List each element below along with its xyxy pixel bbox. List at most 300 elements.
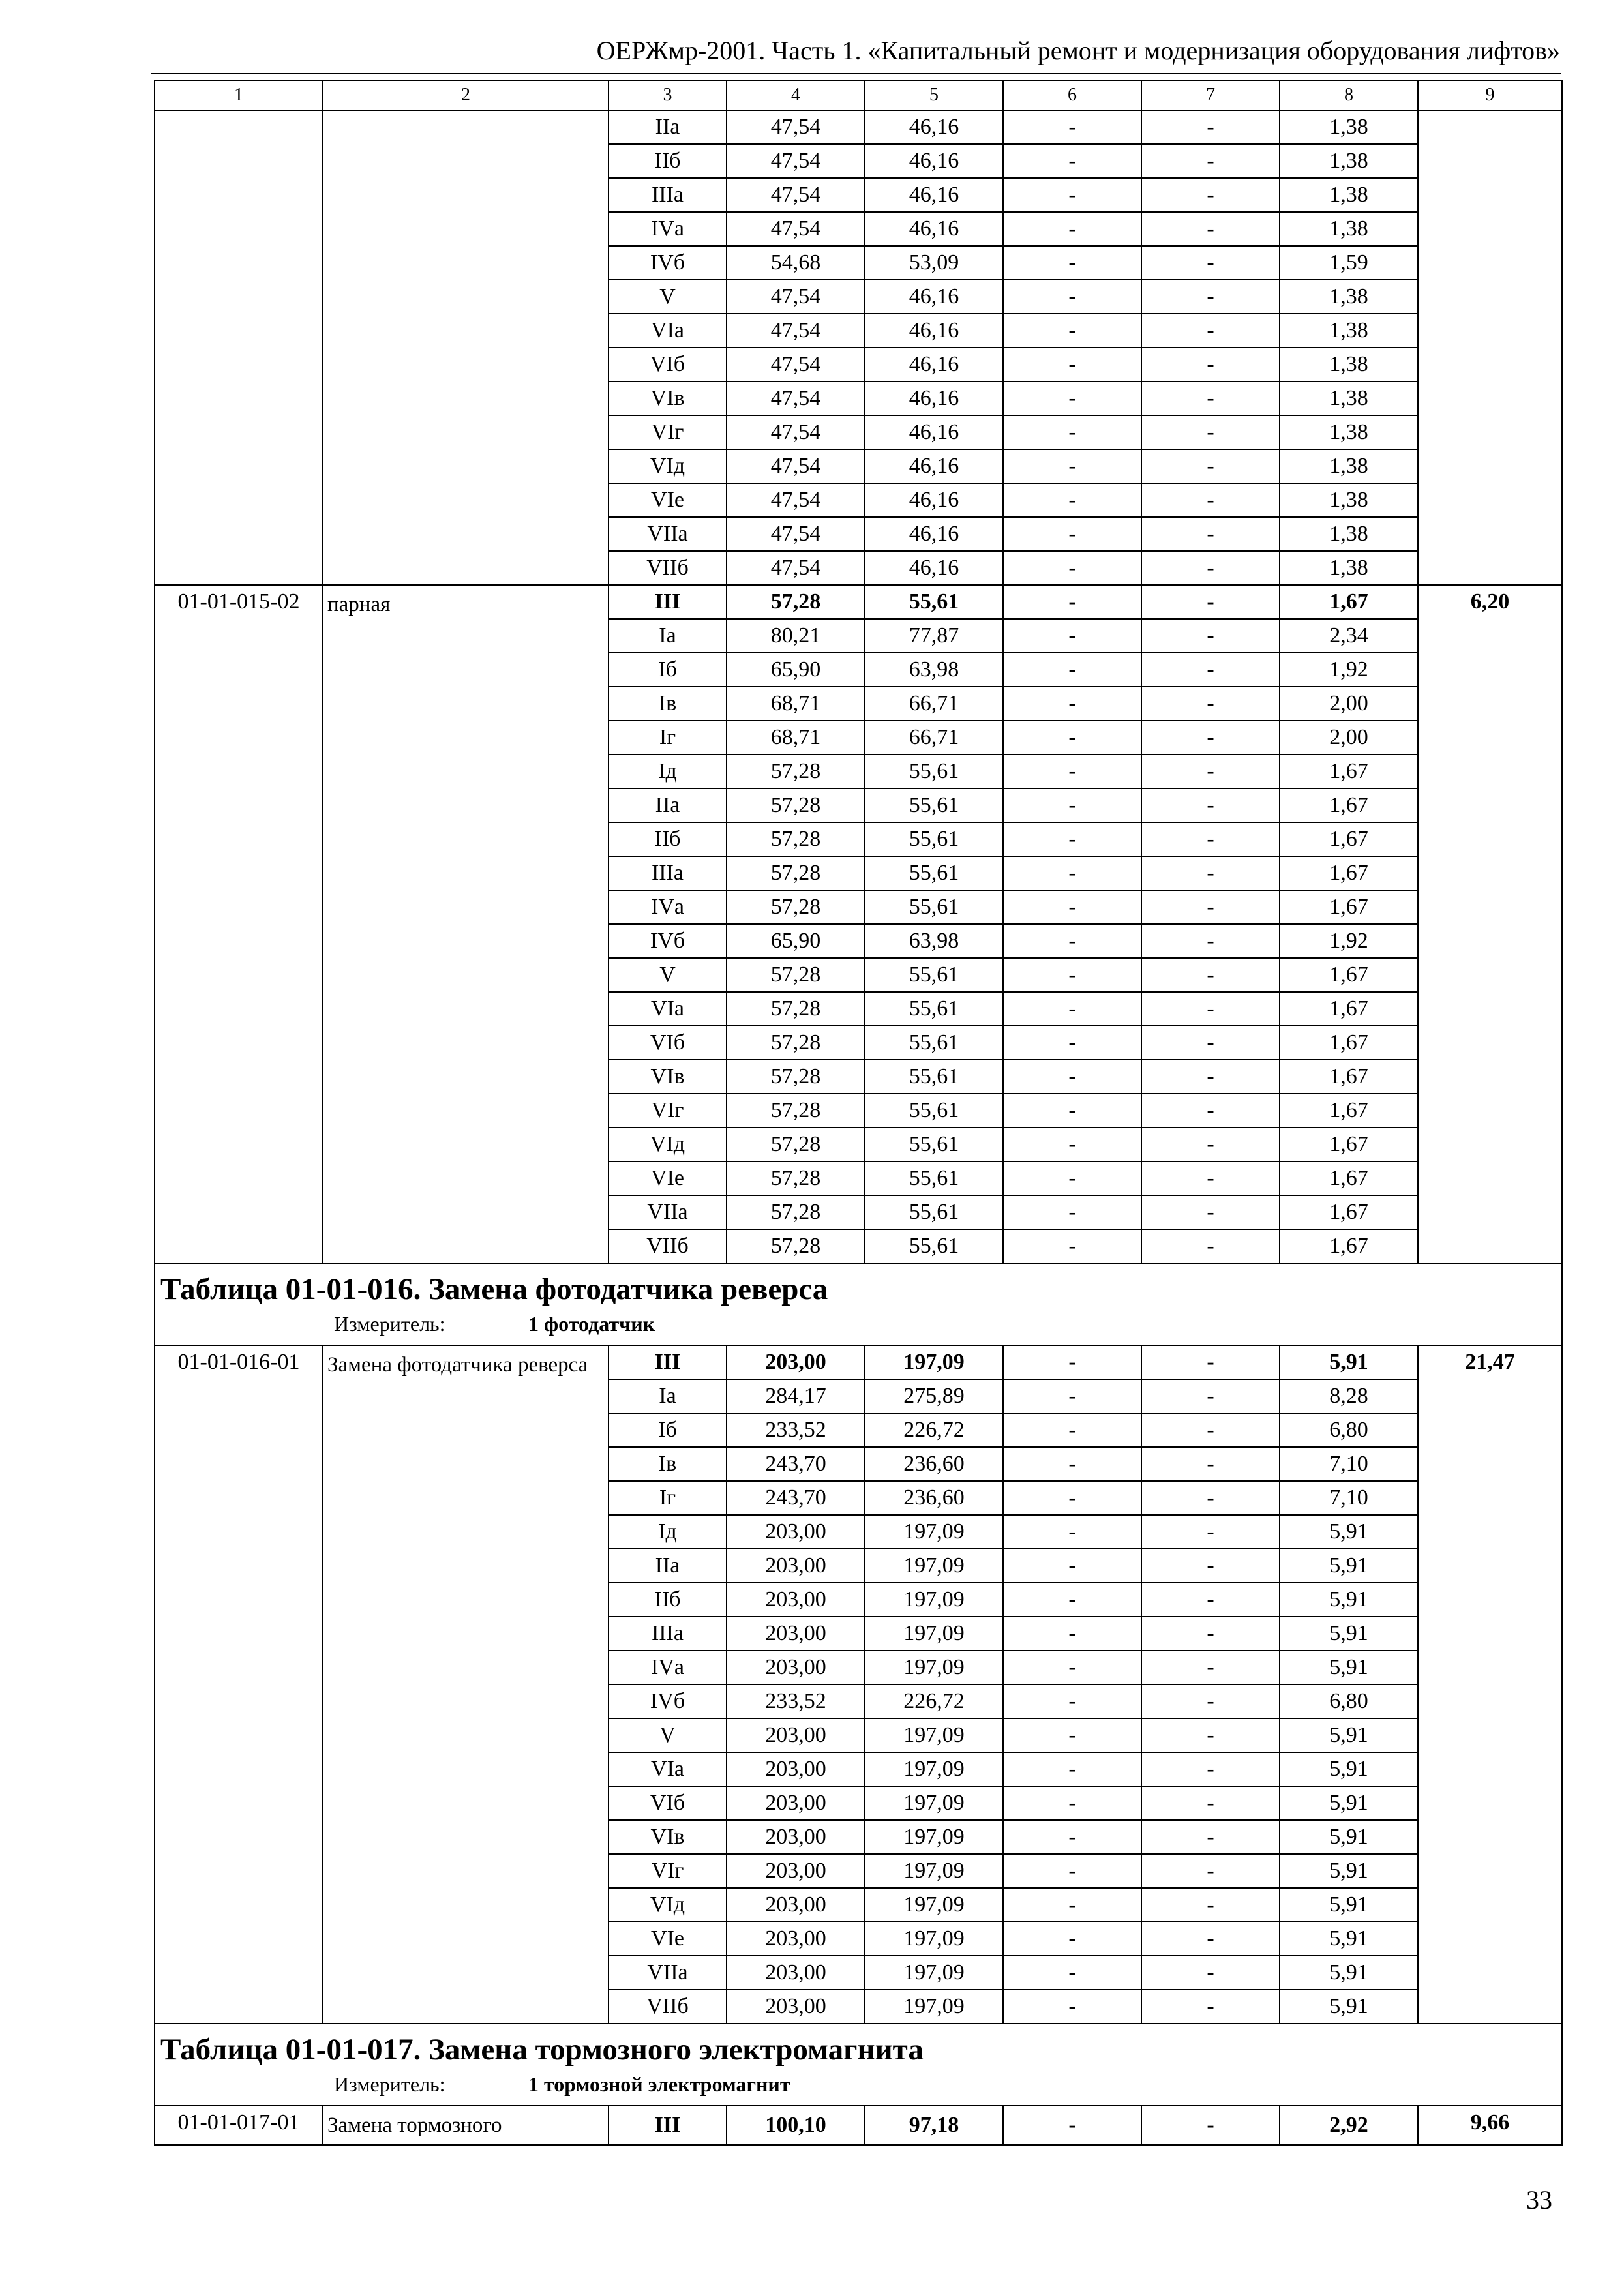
material-cost-cell: 5,91	[1280, 1752, 1418, 1786]
item-code: 01-01-017-01	[155, 2106, 323, 2145]
machine-cost-cell: -	[1003, 1481, 1141, 1515]
machine-cost-cell: -	[1003, 1651, 1141, 1684]
direct-cost-cell: 203,00	[727, 1651, 865, 1684]
machinist-wage-cell: -	[1141, 1229, 1280, 1263]
material-cost-cell: 1,67	[1280, 755, 1418, 788]
material-cost-cell: 2,92	[1280, 2106, 1418, 2145]
machine-cost-cell: -	[1003, 1549, 1141, 1583]
direct-cost-cell: 47,54	[727, 314, 865, 348]
wage-cell: 46,16	[865, 483, 1003, 517]
material-cost-cell: 2,34	[1280, 619, 1418, 653]
table-row	[155, 110, 1562, 144]
zone-cell: IVа	[609, 212, 727, 246]
direct-cost-cell: 57,28	[727, 1195, 865, 1229]
machinist-wage-cell: -	[1141, 246, 1280, 280]
machine-cost-cell: -	[1003, 619, 1141, 653]
wage-cell: 55,61	[865, 890, 1003, 924]
material-cost-cell: 1,38	[1280, 314, 1418, 348]
direct-cost-cell: 47,54	[727, 382, 865, 415]
machine-cost-cell: -	[1003, 2106, 1141, 2145]
machinist-wage-cell: -	[1141, 382, 1280, 415]
direct-cost-cell: 233,52	[727, 1684, 865, 1718]
direct-cost-cell: 203,00	[727, 1956, 865, 1990]
machinist-wage-cell: -	[1141, 992, 1280, 1026]
direct-cost-cell: 47,54	[727, 551, 865, 585]
header-rule	[151, 73, 1561, 74]
machine-cost-cell: -	[1003, 755, 1141, 788]
machinist-wage-cell: -	[1141, 517, 1280, 551]
direct-cost-cell: 47,54	[727, 178, 865, 212]
machinist-wage-cell: -	[1141, 721, 1280, 755]
meter-line	[160, 1313, 1561, 1334]
column-number-cell: 5	[865, 80, 1003, 110]
page-number: 33	[1526, 2185, 1552, 2215]
wage-cell: 55,61	[865, 1161, 1003, 1195]
wage-cell: 236,60	[865, 1447, 1003, 1481]
wage-cell: 46,16	[865, 110, 1003, 144]
zone-cell: Iг	[609, 1481, 727, 1515]
wage-cell: 55,61	[865, 1128, 1003, 1161]
machinist-wage-cell: -	[1141, 755, 1280, 788]
zone-cell: V	[609, 958, 727, 992]
machine-cost-cell: -	[1003, 1345, 1141, 1379]
zone-cell: III	[609, 1345, 727, 1379]
machine-cost-cell: -	[1003, 212, 1141, 246]
machine-cost-cell: -	[1003, 1820, 1141, 1854]
machinist-wage-cell: -	[1141, 856, 1280, 890]
machine-cost-cell: -	[1003, 246, 1141, 280]
direct-cost-cell: 284,17	[727, 1379, 865, 1413]
machinist-wage-cell: -	[1141, 1345, 1280, 1379]
material-cost-cell: 1,38	[1280, 178, 1418, 212]
direct-cost-cell: 100,10	[727, 2106, 865, 2145]
machine-cost-cell: -	[1003, 1060, 1141, 1094]
machinist-wage-cell: -	[1141, 1820, 1280, 1854]
wage-cell: 55,61	[865, 1229, 1003, 1263]
item-first-row	[155, 1345, 1562, 1379]
material-cost-cell: 1,67	[1280, 1128, 1418, 1161]
item-total: 6,20	[1418, 585, 1562, 1263]
direct-cost-cell: 243,70	[727, 1481, 865, 1515]
code-cell	[155, 110, 323, 585]
wage-cell: 197,09	[865, 1820, 1003, 1854]
direct-cost-cell: 203,00	[727, 1583, 865, 1617]
machinist-wage-cell: -	[1141, 348, 1280, 382]
zone-cell: VIг	[609, 1854, 727, 1888]
wage-cell: 97,18	[865, 2106, 1003, 2145]
material-cost-cell: 1,59	[1280, 246, 1418, 280]
zone-cell: Iв	[609, 1447, 727, 1481]
direct-cost-cell: 57,28	[727, 890, 865, 924]
direct-cost-cell: 68,71	[727, 687, 865, 721]
zone-cell: IIб	[609, 1583, 727, 1617]
direct-cost-cell: 57,28	[727, 1094, 865, 1128]
machine-cost-cell: -	[1003, 1990, 1141, 2024]
machine-cost-cell: -	[1003, 1413, 1141, 1447]
machine-cost-cell: -	[1003, 551, 1141, 585]
material-cost-cell: 2,00	[1280, 687, 1418, 721]
material-cost-cell: 1,38	[1280, 212, 1418, 246]
wage-cell: 197,09	[865, 1854, 1003, 1888]
zone-cell: IVа	[609, 1651, 727, 1684]
zone-cell: VIа	[609, 1752, 727, 1786]
wage-cell: 66,71	[865, 687, 1003, 721]
machinist-wage-cell: -	[1141, 585, 1280, 619]
column-number-cell: 1	[155, 80, 323, 110]
wage-cell: 197,09	[865, 1718, 1003, 1752]
meter-value: 1 фотодатчик	[528, 1312, 655, 1336]
wage-cell: 63,98	[865, 653, 1003, 687]
zone-cell: Iа	[609, 619, 727, 653]
machine-cost-cell: -	[1003, 415, 1141, 449]
material-cost-cell: 5,91	[1280, 1990, 1418, 2024]
machinist-wage-cell: -	[1141, 1956, 1280, 1990]
machine-cost-cell: -	[1003, 1956, 1141, 1990]
machine-cost-cell: -	[1003, 348, 1141, 382]
wage-cell: 46,16	[865, 314, 1003, 348]
direct-cost-cell: 203,00	[727, 1922, 865, 1956]
machine-cost-cell: -	[1003, 1854, 1141, 1888]
rates-table	[154, 80, 1563, 2146]
zone-cell: III	[609, 2106, 727, 2145]
direct-cost-cell: 203,00	[727, 1854, 865, 1888]
machine-cost-cell: -	[1003, 585, 1141, 619]
zone-cell: IVа	[609, 890, 727, 924]
table-title-cell	[155, 1263, 1562, 1345]
meter-label: Измеритель:	[334, 2072, 445, 2097]
zone-cell: VIIб	[609, 1229, 727, 1263]
zone-cell: VIб	[609, 1786, 727, 1820]
material-cost-cell: 1,67	[1280, 1026, 1418, 1060]
wage-cell: 55,61	[865, 822, 1003, 856]
item-name: парная	[323, 585, 609, 1263]
direct-cost-cell: 47,54	[727, 110, 865, 144]
machinist-wage-cell: -	[1141, 551, 1280, 585]
machinist-wage-cell: -	[1141, 449, 1280, 483]
machine-cost-cell: -	[1003, 1094, 1141, 1128]
machinist-wage-cell: -	[1141, 1718, 1280, 1752]
wage-cell: 55,61	[865, 1195, 1003, 1229]
machinist-wage-cell: -	[1141, 1515, 1280, 1549]
direct-cost-cell: 68,71	[727, 721, 865, 755]
machine-cost-cell: -	[1003, 1718, 1141, 1752]
item-first-row	[155, 2106, 1562, 2145]
direct-cost-cell: 57,28	[727, 856, 865, 890]
wage-cell: 275,89	[865, 1379, 1003, 1413]
machine-cost-cell: -	[1003, 721, 1141, 755]
zone-cell: VIб	[609, 348, 727, 382]
item-total: 9,66	[1418, 2106, 1562, 2145]
machinist-wage-cell: -	[1141, 1026, 1280, 1060]
zone-cell: IIа	[609, 110, 727, 144]
column-number-cell: 6	[1003, 80, 1141, 110]
material-cost-cell: 1,38	[1280, 110, 1418, 144]
column-number-cell: 9	[1418, 80, 1562, 110]
wage-cell: 197,09	[865, 1956, 1003, 1990]
direct-cost-cell: 203,00	[727, 1515, 865, 1549]
direct-cost-cell: 65,90	[727, 653, 865, 687]
direct-cost-cell: 47,54	[727, 483, 865, 517]
machinist-wage-cell: -	[1141, 178, 1280, 212]
zone-cell: Iб	[609, 653, 727, 687]
machinist-wage-cell: -	[1141, 1094, 1280, 1128]
wage-cell: 226,72	[865, 1413, 1003, 1447]
zone-cell: V	[609, 1718, 727, 1752]
machinist-wage-cell: -	[1141, 144, 1280, 178]
material-cost-cell: 1,38	[1280, 348, 1418, 382]
material-cost-cell: 8,28	[1280, 1379, 1418, 1413]
wage-cell: 55,61	[865, 755, 1003, 788]
wage-cell: 55,61	[865, 1094, 1003, 1128]
machine-cost-cell: -	[1003, 178, 1141, 212]
material-cost-cell: 1,67	[1280, 1060, 1418, 1094]
machine-cost-cell: -	[1003, 788, 1141, 822]
direct-cost-cell: 233,52	[727, 1413, 865, 1447]
column-number-cell: 8	[1280, 80, 1418, 110]
material-cost-cell: 1,67	[1280, 585, 1418, 619]
wage-cell: 197,09	[865, 1651, 1003, 1684]
material-cost-cell: 5,91	[1280, 1617, 1418, 1651]
direct-cost-cell: 203,00	[727, 1549, 865, 1583]
zone-cell: VIе	[609, 1922, 727, 1956]
wage-cell: 46,16	[865, 178, 1003, 212]
zone-cell: IVб	[609, 1684, 727, 1718]
machinist-wage-cell: -	[1141, 1684, 1280, 1718]
rates-table-body	[155, 80, 1562, 2145]
machinist-wage-cell: -	[1141, 1413, 1280, 1447]
zone-cell: Iд	[609, 1515, 727, 1549]
machine-cost-cell: -	[1003, 1786, 1141, 1820]
zone-cell: Iа	[609, 1379, 727, 1413]
item-name: Замена фотодатчика реверса	[323, 1345, 609, 2024]
material-cost-cell: 5,91	[1280, 1888, 1418, 1922]
wage-cell: 55,61	[865, 1060, 1003, 1094]
material-cost-cell: 1,38	[1280, 551, 1418, 585]
machinist-wage-cell: -	[1141, 1583, 1280, 1617]
zone-cell: VIг	[609, 1094, 727, 1128]
wage-cell: 197,09	[865, 1922, 1003, 1956]
zone-cell: VIе	[609, 483, 727, 517]
table-title-row	[155, 1263, 1562, 1345]
direct-cost-cell: 57,28	[727, 822, 865, 856]
item-total: 21,47	[1418, 1345, 1562, 2024]
direct-cost-cell: 57,28	[727, 1161, 865, 1195]
table-title: Таблица 01-01-017. Замена тормозного электромагнита	[160, 2033, 924, 2067]
wage-cell: 46,16	[865, 280, 1003, 314]
zone-cell: IIIа	[609, 178, 727, 212]
machinist-wage-cell: -	[1141, 619, 1280, 653]
material-cost-cell: 1,92	[1280, 653, 1418, 687]
machinist-wage-cell: -	[1141, 280, 1280, 314]
material-cost-cell: 1,67	[1280, 890, 1418, 924]
direct-cost-cell: 47,54	[727, 144, 865, 178]
machine-cost-cell: -	[1003, 1922, 1141, 1956]
machinist-wage-cell: -	[1141, 1447, 1280, 1481]
direct-cost-cell: 57,28	[727, 1128, 865, 1161]
material-cost-cell: 2,00	[1280, 721, 1418, 755]
zone-cell: VIа	[609, 992, 727, 1026]
material-cost-cell: 1,92	[1280, 924, 1418, 958]
machinist-wage-cell: -	[1141, 788, 1280, 822]
machine-cost-cell: -	[1003, 1617, 1141, 1651]
machinist-wage-cell: -	[1141, 1651, 1280, 1684]
material-cost-cell: 1,67	[1280, 992, 1418, 1026]
material-cost-cell: 5,91	[1280, 1515, 1418, 1549]
wage-cell: 197,09	[865, 1617, 1003, 1651]
material-cost-cell: 5,91	[1280, 1345, 1418, 1379]
machine-cost-cell: -	[1003, 687, 1141, 721]
machine-cost-cell: -	[1003, 382, 1141, 415]
direct-cost-cell: 203,00	[727, 1990, 865, 2024]
zone-cell: Iв	[609, 687, 727, 721]
zone-cell: Iб	[609, 1413, 727, 1447]
wage-cell: 55,61	[865, 585, 1003, 619]
machine-cost-cell: -	[1003, 483, 1141, 517]
material-cost-cell: 1,67	[1280, 1094, 1418, 1128]
material-cost-cell: 1,67	[1280, 822, 1418, 856]
direct-cost-cell: 57,28	[727, 1060, 865, 1094]
zone-cell: IIб	[609, 822, 727, 856]
machinist-wage-cell: -	[1141, 958, 1280, 992]
machinist-wage-cell: -	[1141, 212, 1280, 246]
material-cost-cell: 7,10	[1280, 1481, 1418, 1515]
direct-cost-cell: 243,70	[727, 1447, 865, 1481]
machinist-wage-cell: -	[1141, 1379, 1280, 1413]
table-title-row	[155, 2024, 1562, 2106]
wage-cell: 55,61	[865, 958, 1003, 992]
machinist-wage-cell: -	[1141, 314, 1280, 348]
machinist-wage-cell: -	[1141, 1786, 1280, 1820]
zone-cell: VIIа	[609, 1956, 727, 1990]
wage-cell: 55,61	[865, 856, 1003, 890]
material-cost-cell: 1,67	[1280, 856, 1418, 890]
machine-cost-cell: -	[1003, 653, 1141, 687]
item-code: 01-01-016-01	[155, 1345, 323, 2024]
item-name: Замена тормозного	[323, 2106, 609, 2145]
zone-cell: IIб	[609, 144, 727, 178]
meter-label: Измеритель:	[334, 1312, 445, 1336]
machinist-wage-cell: -	[1141, 1161, 1280, 1195]
machinist-wage-cell: -	[1141, 822, 1280, 856]
material-cost-cell: 5,91	[1280, 1583, 1418, 1617]
total-cell	[1418, 110, 1562, 585]
machinist-wage-cell: -	[1141, 1549, 1280, 1583]
zone-cell: VIд	[609, 1128, 727, 1161]
zone-cell: IIа	[609, 1549, 727, 1583]
zone-cell: VIIб	[609, 551, 727, 585]
machine-cost-cell: -	[1003, 924, 1141, 958]
direct-cost-cell: 203,00	[727, 1752, 865, 1786]
machine-cost-cell: -	[1003, 1447, 1141, 1481]
direct-cost-cell: 65,90	[727, 924, 865, 958]
column-number-cell: 3	[609, 80, 727, 110]
zone-cell: VIв	[609, 382, 727, 415]
machinist-wage-cell: -	[1141, 890, 1280, 924]
machinist-wage-cell: -	[1141, 653, 1280, 687]
direct-cost-cell: 57,28	[727, 1229, 865, 1263]
machine-cost-cell: -	[1003, 1515, 1141, 1549]
material-cost-cell: 5,91	[1280, 1549, 1418, 1583]
direct-cost-cell: 57,28	[727, 788, 865, 822]
wage-cell: 226,72	[865, 1684, 1003, 1718]
column-number-cell: 7	[1141, 80, 1280, 110]
zone-cell: VIIа	[609, 517, 727, 551]
machinist-wage-cell: -	[1141, 1854, 1280, 1888]
machine-cost-cell: -	[1003, 144, 1141, 178]
direct-cost-cell: 57,28	[727, 755, 865, 788]
direct-cost-cell: 57,28	[727, 1026, 865, 1060]
direct-cost-cell: 47,54	[727, 517, 865, 551]
direct-cost-cell: 47,54	[727, 449, 865, 483]
material-cost-cell: 5,91	[1280, 1956, 1418, 1990]
material-cost-cell: 1,38	[1280, 144, 1418, 178]
machine-cost-cell: -	[1003, 1026, 1141, 1060]
machinist-wage-cell: -	[1141, 1617, 1280, 1651]
table-title-cell	[155, 2024, 1562, 2106]
machine-cost-cell: -	[1003, 1752, 1141, 1786]
direct-cost-cell: 203,00	[727, 1820, 865, 1854]
direct-cost-cell: 203,00	[727, 1345, 865, 1379]
wage-cell: 55,61	[865, 1026, 1003, 1060]
machine-cost-cell: -	[1003, 110, 1141, 144]
machine-cost-cell: -	[1003, 1583, 1141, 1617]
machinist-wage-cell: -	[1141, 1060, 1280, 1094]
material-cost-cell: 1,38	[1280, 483, 1418, 517]
direct-cost-cell: 47,54	[727, 280, 865, 314]
wage-cell: 197,09	[865, 1345, 1003, 1379]
material-cost-cell: 1,67	[1280, 1229, 1418, 1263]
machinist-wage-cell: -	[1141, 1128, 1280, 1161]
direct-cost-cell: 80,21	[727, 619, 865, 653]
direct-cost-cell: 57,28	[727, 585, 865, 619]
wage-cell: 46,16	[865, 212, 1003, 246]
material-cost-cell: 1,67	[1280, 1195, 1418, 1229]
machine-cost-cell: -	[1003, 890, 1141, 924]
wage-cell: 197,09	[865, 1786, 1003, 1820]
wage-cell: 46,16	[865, 551, 1003, 585]
wage-cell: 197,09	[865, 1752, 1003, 1786]
zone-cell: VIв	[609, 1820, 727, 1854]
zone-cell: VIIб	[609, 1990, 727, 2024]
column-number-row	[155, 80, 1562, 110]
direct-cost-cell: 54,68	[727, 246, 865, 280]
machinist-wage-cell: -	[1141, 1922, 1280, 1956]
wage-cell: 63,98	[865, 924, 1003, 958]
meter-line	[160, 2074, 1561, 2095]
direct-cost-cell: 47,54	[727, 348, 865, 382]
wage-cell: 46,16	[865, 382, 1003, 415]
wage-cell: 197,09	[865, 1990, 1003, 2024]
wage-cell: 46,16	[865, 348, 1003, 382]
wage-cell: 197,09	[865, 1515, 1003, 1549]
zone-cell: VIв	[609, 1060, 727, 1094]
material-cost-cell: 5,91	[1280, 1854, 1418, 1888]
wage-cell: 46,16	[865, 144, 1003, 178]
wage-cell: 197,09	[865, 1888, 1003, 1922]
machinist-wage-cell: -	[1141, 110, 1280, 144]
material-cost-cell: 5,91	[1280, 1922, 1418, 1956]
direct-cost-cell: 203,00	[727, 1888, 865, 1922]
machinist-wage-cell: -	[1141, 687, 1280, 721]
machine-cost-cell: -	[1003, 1195, 1141, 1229]
name-cell	[323, 110, 609, 585]
material-cost-cell: 6,80	[1280, 1684, 1418, 1718]
zone-cell: Iг	[609, 721, 727, 755]
material-cost-cell: 1,67	[1280, 788, 1418, 822]
direct-cost-cell: 203,00	[727, 1617, 865, 1651]
zone-cell: VIд	[609, 1888, 727, 1922]
zone-cell: IIIа	[609, 856, 727, 890]
